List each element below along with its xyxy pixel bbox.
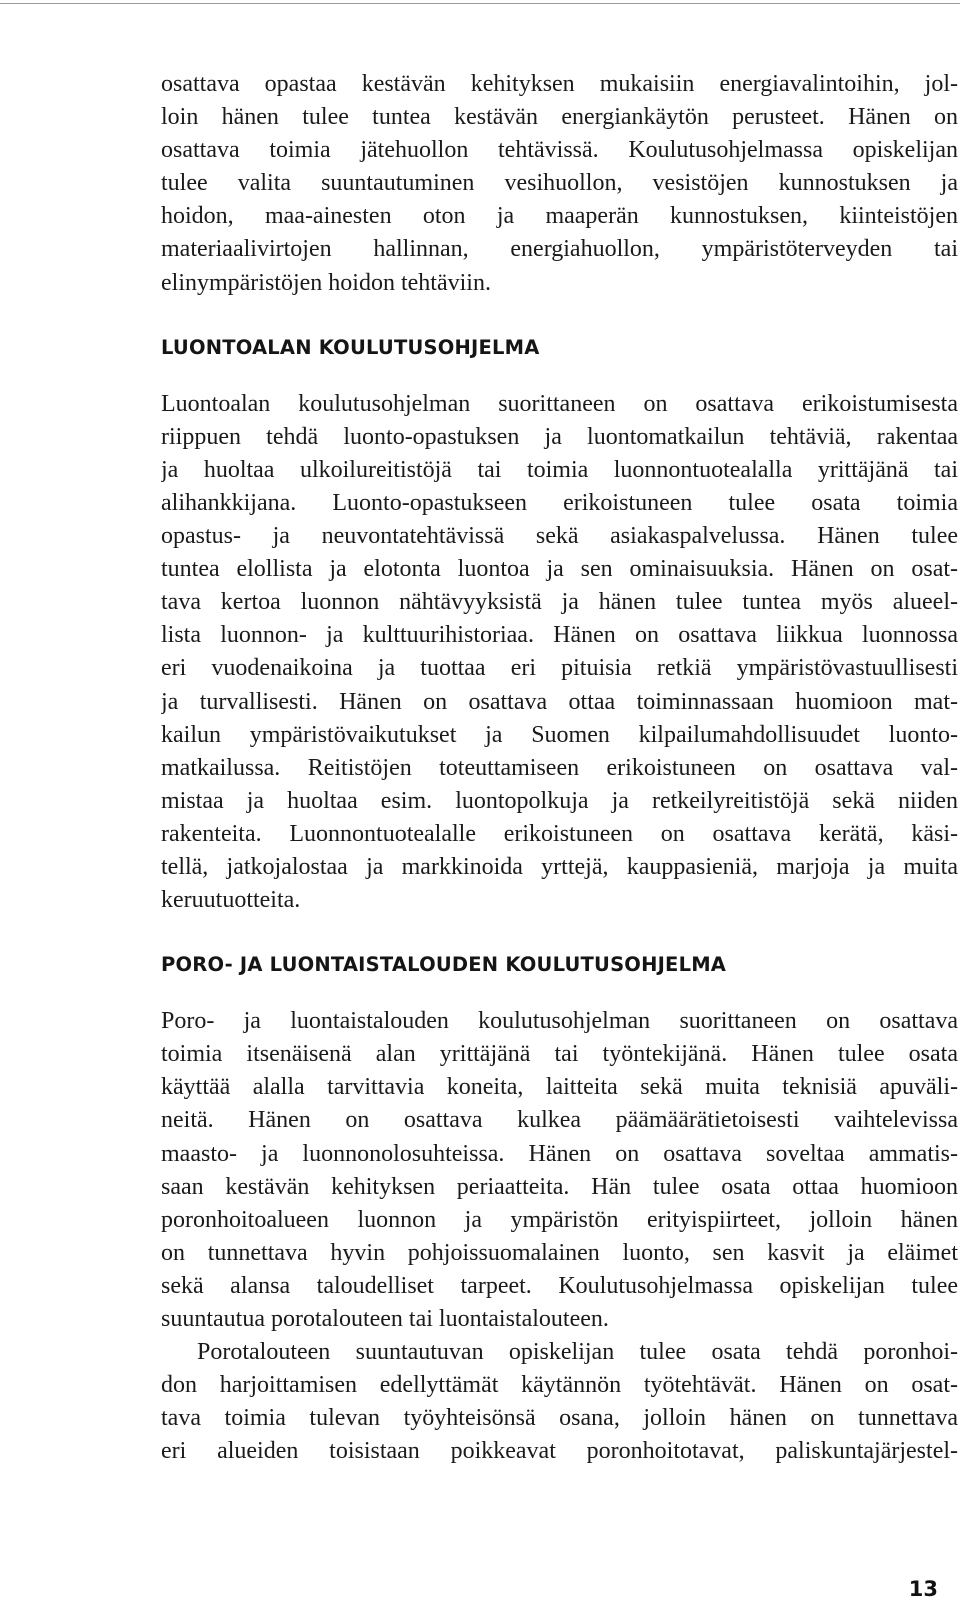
text-line: ja turvallisesti. Hänen on osattava ottaa toiminnassaan huomioon mat- [161, 688, 958, 715]
text-line: kailun ympäristövaikutukset ja Suomen kilpailumahdollisuudet luonto- [161, 721, 958, 748]
text-line: opastus- ja neuvontatehtävissä sekä asiakaspalvelussa. Hänen tulee [161, 523, 958, 550]
text-line: don harjoittamisen edellyttämät käytännön työtehtävät. Hänen on osat- [161, 1372, 958, 1399]
page-content [161, 68, 958, 1468]
text-line: keruutuotteita. [161, 887, 301, 914]
text-line: sekä alansa taloudelliset tarpeet. Koulutusohjelmassa opiskelijan tulee [161, 1272, 958, 1299]
text-line: rakenteita. Luonnontuotealalle erikoistuneen on osattava kerätä, käsi- [161, 820, 958, 847]
text-line: tava toimia tulevan työyhteisönsä osana, jolloin hänen on tunnettava [161, 1405, 958, 1432]
text-line: osattava toimia jätehuollon tehtävissä. Koulutusohjelmassa opiskelijan [161, 137, 958, 164]
text-line: loin hänen tulee tuntea kestävän energiankäytön perusteet. Hänen on [161, 104, 958, 131]
luontoala-paragraph [161, 388, 958, 918]
text-line: tava kertoa luonnon nähtävyyksistä ja hänen tulee tuntea myös alueel- [161, 589, 958, 616]
top-rule [0, 3, 960, 4]
poro-paragraph-2 [161, 1336, 958, 1468]
text-line: riippuen tehdä luonto-opastuksen ja luontomatkailun tehtäviä, rakentaa [161, 423, 958, 450]
text-line: ja huoltaa ulkoilureitistöjä tai toimia luonnontuotealalla yrittäjänä tai [161, 456, 958, 483]
intro-paragraph [161, 68, 958, 300]
text-line: Poro- ja luontaistalouden koulutusohjelman suorittaneen on osattava [161, 1008, 958, 1035]
text-line: toimia itsenäisenä alan yrittäjänä tai työntekijänä. Hänen tulee osata [161, 1041, 958, 1068]
text-line: lista luonnon- ja kulttuurihistoriaa. Hänen on osattava liikkua luonnossa [161, 622, 958, 649]
text-line: Porotalouteen suuntautuvan opiskelijan tulee osata tehdä poronhoi- [197, 1339, 958, 1366]
text-line: suuntautua porotalouteen tai luontaistalouteen. [161, 1306, 609, 1332]
page-number: 13 [908, 1577, 938, 1601]
text-line: saan kestävän kehityksen periaatteita. Hän tulee osata ottaa huomioon [161, 1173, 958, 1200]
text-line: osattava opastaa kestävän kehityksen mukaisiin energiavalintoihin, jol- [161, 71, 958, 97]
text-line: Luontoalan koulutusohjelman suorittaneen on osattava erikoistumisesta [161, 390, 958, 417]
text-line: alihankkijana. Luonto-opastukseen erikoistuneen tulee osata toimia [161, 489, 958, 516]
text-line: tulee valita suuntautuminen vesihuollon, vesistöjen kunnostuksen ja [161, 170, 958, 197]
poro-paragraph-1 [161, 1005, 958, 1336]
text-line: tuntea elollista ja elotonta luontoa ja sen ominaisuuksia. Hänen on osat- [161, 556, 958, 583]
text-line: hoidon, maa-ainesten oton ja maaperän kunnostuksen, kiinteistöjen [161, 203, 958, 230]
text-line: matkailussa. Reitistöjen toteuttamiseen erikoistuneen on osattava val- [161, 754, 958, 781]
text-line: käyttää alalla tarvittavia koneita, laitteita sekä muita teknisiä apuväli- [161, 1074, 958, 1101]
text-line: eri alueiden toisistaan poikkeavat poronhoitotavat, paliskuntajärjestel- [161, 1438, 958, 1465]
text-line: materiaalivirtojen hallinnan, energiahuollon, ympäristöterveyden tai [161, 236, 958, 263]
section-heading-poro-ja-luontaistalous: PORO- JA LUONTAISTALOUDEN KOULUTUSOHJELMA [161, 953, 727, 977]
text-line: mistaa ja huoltaa esim. luontopolkuja ja retkeilyreitistöjä sekä niiden [161, 787, 958, 814]
text-line: eri vuodenaikoina ja tuottaa eri pituisia retkiä ympäristövastuullisesti [161, 655, 958, 682]
section-heading-luontoala: LUONTOALAN KOULUTUSOHJELMA [161, 335, 540, 359]
text-line: elinympäristöjen hoidon tehtäviin. [161, 269, 491, 296]
text-line: neitä. Hänen on osattava kulkea päämäärätietoisesti vaihtelevissa [161, 1107, 958, 1134]
text-line: tellä, jatkojalostaa ja markkinoida yrttejä, kauppasieniä, marjoja ja muita [161, 853, 958, 880]
text-line: on tunnettava hyvin pohjoissuomalainen luonto, sen kasvit ja eläimet [161, 1239, 958, 1266]
text-line: poronhoitoalueen luonnon ja ympäristön erityispiirteet, jolloin hänen [161, 1206, 958, 1233]
text-line: maasto- ja luonnonolosuhteissa. Hänen on osattava soveltaa ammatis- [161, 1140, 958, 1167]
